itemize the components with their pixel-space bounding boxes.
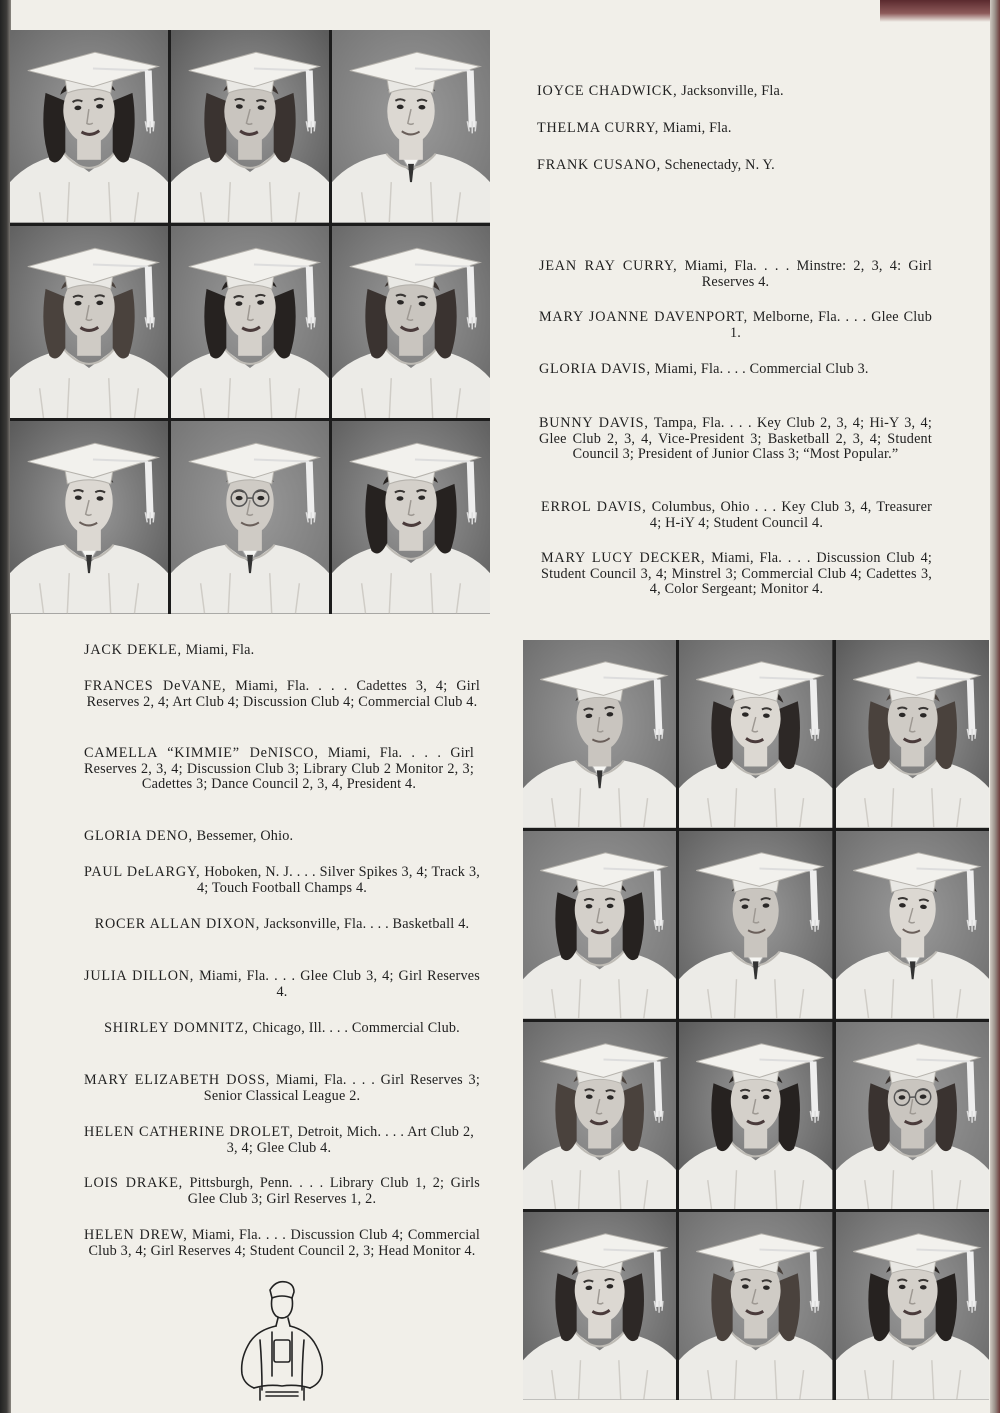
senior-details: Jacksonville, Fla. xyxy=(681,83,784,99)
portrait-photo xyxy=(332,30,490,223)
senior-entry xyxy=(84,1176,480,1207)
senior-name: MARY ELIZABETH DOSS, xyxy=(84,1072,271,1088)
senior-name: GLORIA DENO, xyxy=(84,828,193,844)
portrait-photo xyxy=(10,30,168,223)
senior-name: FRANCES DeVANE, xyxy=(84,678,227,694)
senior-name: PAUL DeLARGY, xyxy=(84,864,201,880)
senior-name: FRANK CUSANO, xyxy=(537,157,661,173)
mascot-drawing-icon xyxy=(232,1276,332,1404)
portrait-photo xyxy=(171,421,329,614)
senior-details: Hoboken, N. J. . . . Silver Spikes 3, 4; Track 3, 4; Touch Football Champs 4. xyxy=(196,864,480,896)
senior-name: MARY JOANNE DAVENPORT, xyxy=(539,309,749,325)
senior-entry xyxy=(84,1125,474,1156)
senior-entry xyxy=(539,362,932,378)
senior-name: IOYCE CHADWICK, xyxy=(537,83,678,99)
senior-details: Miami, Fla. . . . Discussion Club 4; Student Council 3, 4; Minstrel 3; Commercial Club 4; Cadettes 3, 4, Color Sergeant; Monitor 4. xyxy=(541,550,933,597)
portrait-grid-bottom xyxy=(523,640,989,1400)
portrait-photo xyxy=(332,226,490,419)
senior-details: Miami, Fla. . . . Commercial Club 3. xyxy=(654,361,869,377)
senior-name: THELMA CURRY, xyxy=(537,120,660,136)
portrait-photo xyxy=(10,421,168,614)
senior-name: JULIA DILLON, xyxy=(84,968,195,984)
senior-entry xyxy=(539,310,932,341)
senior-entry xyxy=(541,551,932,598)
senior-details: Miami, Fla. . . . Girl Reserves 2, 3, 4; Discussion Club 3; Library Club 2 Monitor 2, 3; Cadettes 3; Dance Council 2, 3, 4, President 4. xyxy=(84,745,474,792)
senior-name: SHIRLEY DOMNITZ, xyxy=(104,1020,249,1036)
senior-entry xyxy=(84,1228,480,1259)
senior-details: Columbus, Ohio . . . Key Club 3, 4, Treasurer 4; H-iY 4; Student Council 4. xyxy=(649,499,932,531)
senior-entry xyxy=(84,746,474,793)
senior-entry xyxy=(84,1073,480,1104)
senior-details: Miami, Fla. . . . Minstre: 2, 3, 4: Girl Reserves 4. xyxy=(684,258,932,290)
senior-details: Tampa, Fla. . . . Key Club 2, 3, 4; Hi-Y 3, 4; Glee Club 2, 3, 4, Vice-President 3; Basketball 2, 3, 4; Student Council 3; President of Junior Class 3; “Most Popular.” xyxy=(539,415,932,462)
portrait-photo xyxy=(523,1212,676,1400)
senior-details: Melborne, Fla. . . . Glee Club 1. xyxy=(729,309,932,341)
senior-name: ERROL DAVIS, xyxy=(541,499,647,515)
senior-details: Schenectady, N. Y. xyxy=(664,157,775,173)
senior-entry xyxy=(84,829,480,845)
senior-name: HELEN CATHERINE DROLET, xyxy=(84,1124,294,1140)
senior-name: JACK DEKLE, xyxy=(84,642,182,658)
portrait-photo xyxy=(679,640,832,828)
portrait-photo xyxy=(523,640,676,828)
senior-entry xyxy=(537,158,937,174)
portrait-photo xyxy=(171,30,329,223)
senior-entry xyxy=(537,84,937,100)
portrait-photo xyxy=(523,831,676,1019)
senior-name: ROCER ALLAN DIXON, xyxy=(94,916,261,932)
portrait-photo xyxy=(836,1212,989,1400)
portrait-photo xyxy=(332,421,490,614)
portrait-photo xyxy=(679,1022,832,1210)
senior-details: Pittsburgh, Penn. . . . Library Club 1, 2; Girls Glee Club 3; Girl Reserves 1, 2. xyxy=(187,1175,480,1207)
senior-details: Miami, Fla. xyxy=(662,120,732,136)
senior-details: Bessemer, Ohio. xyxy=(196,828,294,844)
senior-entry xyxy=(84,679,480,710)
senior-entry xyxy=(541,500,932,531)
senior-entry xyxy=(537,121,937,137)
senior-details: Miami, Fla. . . . Girl Reserves 3; Senior Classical League 2. xyxy=(203,1072,480,1104)
senior-name: GLORIA DAVIS, xyxy=(539,361,651,377)
senior-details: Miami, Fla. . . . Glee Club 3, 4; Girl Reserves 4. xyxy=(199,968,480,1000)
senior-name: CAMELLA “KIMMIE” DeNISCO, xyxy=(84,745,319,761)
portrait-photo xyxy=(10,226,168,419)
senior-entry xyxy=(84,865,480,896)
portrait-photo xyxy=(679,1212,832,1400)
senior-entry xyxy=(84,969,480,1000)
senior-entry xyxy=(539,259,932,290)
portrait-grid-top xyxy=(10,30,490,614)
portrait-photo xyxy=(679,831,832,1019)
portrait-photo xyxy=(836,640,989,828)
senior-name: HELEN DREW, xyxy=(84,1227,188,1243)
senior-details: Miami, Fla. . . . Discussion Club 4; Commercial Club 3, 4; Girl Reserves 4; Student Council 2, 3; Head Monitor 4. xyxy=(88,1227,480,1259)
portrait-photo xyxy=(836,831,989,1019)
senior-name: LOIS DRAKE, xyxy=(84,1175,184,1191)
senior-details: Miami, Fla. . . . Cadettes 3, 4; Girl Reserves 2, 4; Art Club 4; Discussion Club 4; Commercial Club 4. xyxy=(86,678,480,710)
senior-name: BUNNY DAVIS, xyxy=(539,415,649,431)
senior-name: MARY LUCY DECKER, xyxy=(541,550,706,566)
senior-details: Miami, Fla. xyxy=(185,642,255,658)
senior-details: Jacksonville, Fla. . . . Basketball 4. xyxy=(263,916,470,932)
senior-name: JEAN RAY CURRY, xyxy=(539,258,678,274)
page-edge-right xyxy=(990,0,1000,1413)
portrait-photo xyxy=(171,226,329,419)
senior-entry xyxy=(84,917,480,933)
portrait-photo xyxy=(523,1022,676,1210)
senior-details: Detroit, Mich. . . . Art Club 2, 3, 4; Glee Club 4. xyxy=(226,1124,474,1156)
senior-entry xyxy=(539,416,932,463)
senior-entry xyxy=(84,643,480,659)
senior-entry xyxy=(84,1021,480,1037)
senior-details: Chicago, Ill. . . . Commercial Club. xyxy=(252,1020,460,1036)
portrait-photo xyxy=(836,1022,989,1210)
cover-edge-top xyxy=(880,0,1000,22)
